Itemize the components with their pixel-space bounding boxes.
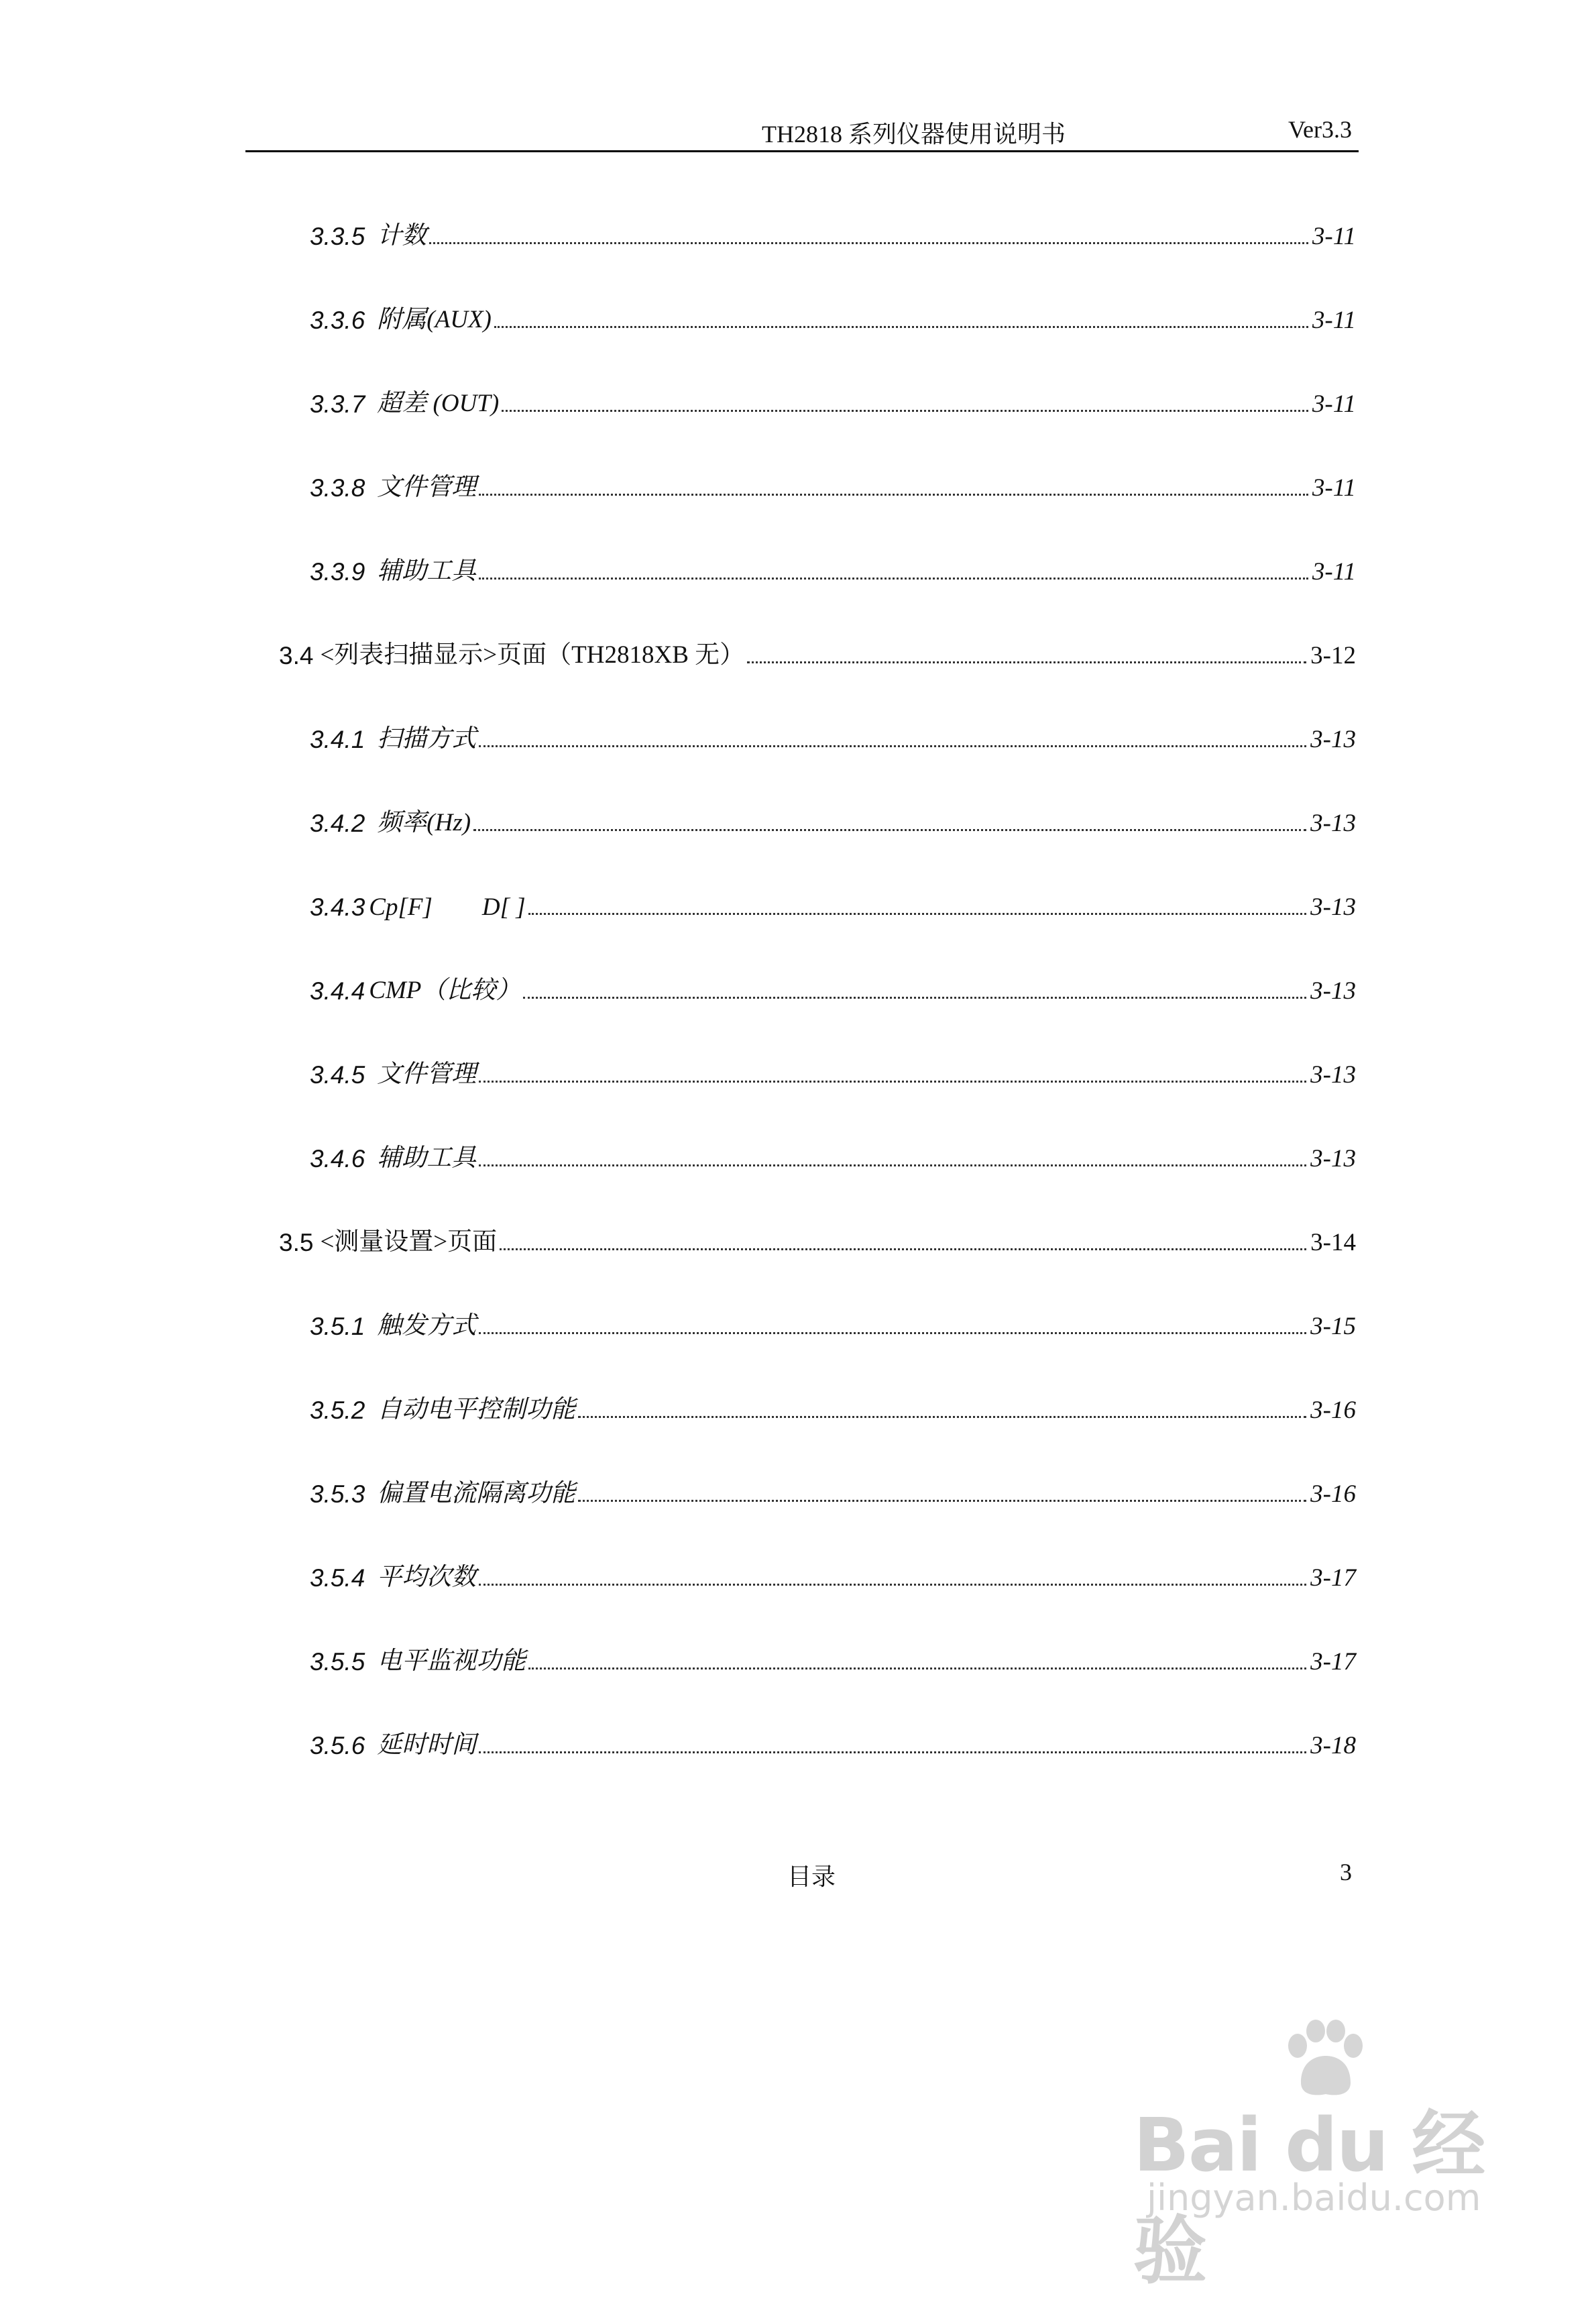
toc-entry-page: 3-17 [1310, 1648, 1356, 1676]
toc-leader-dots [523, 997, 1306, 999]
toc-leader-dots [479, 1164, 1306, 1166]
toc-leader-dots [528, 1667, 1306, 1670]
toc-entry-page: 3-11 [1312, 558, 1356, 586]
toc-leader-dots [500, 1248, 1306, 1250]
toc-entry[interactable] [310, 1639, 1356, 1676]
toc-entry-page: 3-13 [1310, 726, 1356, 753]
toc-entry-number: 3.5.4 [310, 1564, 365, 1592]
toc-leader-dots [479, 1081, 1306, 1083]
toc-entry-page: 3-15 [1310, 1313, 1356, 1340]
toc-entry-number: 3.5.3 [310, 1480, 365, 1508]
toc-entry-title: 自动电平控制功能 [377, 1396, 576, 1423]
toc-entry-title: 延时时间 [377, 1731, 477, 1759]
toc-leader-dots [429, 242, 1308, 244]
toc-entry-number: 3.4.3 [310, 893, 365, 921]
toc-entry-page: 3-17 [1310, 1564, 1356, 1592]
toc-entry-number: 3.3.8 [310, 474, 365, 502]
toc-entry-title: 频率(Hz) [377, 809, 471, 836]
toc-entry[interactable] [310, 549, 1356, 586]
toc-entry[interactable] [310, 884, 1356, 922]
toc-entry-page: 3-12 [1310, 642, 1356, 669]
baidu-jingyan-watermark [1133, 2019, 1536, 2294]
toc-entry[interactable] [310, 1303, 1356, 1341]
toc-entry-number: 3.3.9 [310, 558, 365, 586]
toc-entry-number: 3.5 [279, 1229, 314, 1256]
watermark-brand: Bai du 经验 [1133, 2102, 1485, 2294]
toc-entry-page: 3-14 [1310, 1229, 1356, 1256]
toc-entry-title: 计数 [377, 222, 427, 250]
toc-entry-page: 3-13 [1310, 1061, 1356, 1089]
toc-leader-dots [494, 326, 1308, 328]
page-number: 3 [1340, 1859, 1352, 1885]
toc-entry[interactable] [310, 1052, 1356, 1089]
toc-entry-title: 文件管理 [377, 1060, 477, 1088]
toc-entry[interactable] [310, 1136, 1356, 1173]
toc-entry-number: 3.5.1 [310, 1313, 365, 1340]
toc-entry-title: 辅助工具 [377, 1144, 477, 1172]
toc-leader-dots [479, 1751, 1306, 1753]
toc-entry[interactable] [310, 800, 1356, 838]
toc-leader-dots [747, 661, 1306, 663]
toc-entry-title: 偏置电流隔离功能 [377, 1480, 576, 1507]
toc-entry-number: 3.4.1 [310, 726, 365, 753]
toc-leader-dots [479, 1584, 1306, 1586]
toc-section-entry[interactable] [279, 633, 1356, 670]
toc-entry-title: 扫描方式 [377, 725, 477, 753]
toc-leader-dots [473, 829, 1306, 831]
toc-entry[interactable] [310, 1555, 1356, 1592]
toc-entry-title: 平均次数 [377, 1564, 477, 1591]
toc-entry-title: 附属(AUX) [377, 306, 492, 333]
document-version: Ver3.3 [1288, 116, 1352, 143]
toc-entry[interactable] [310, 1471, 1356, 1509]
toc-entry-title: 电平监视功能 [377, 1647, 526, 1675]
toc-entry[interactable] [310, 1722, 1356, 1760]
toc-entry[interactable] [310, 1387, 1356, 1425]
toc-entry-number: 3.4 [279, 642, 314, 669]
toc-entry-page: 3-13 [1310, 977, 1356, 1005]
toc-entry-title: 辅助工具 [377, 557, 477, 585]
toc-entry-number: 3.5.6 [310, 1732, 365, 1759]
toc-leader-dots [479, 578, 1308, 580]
watermark-url: jingyan.baidu.com [1147, 2177, 1481, 2219]
toc-leader-dots [479, 494, 1308, 496]
toc-entry-title: 超差 (OUT) [377, 390, 500, 417]
toc-entry[interactable] [310, 381, 1356, 419]
toc-leader-dots [578, 1500, 1306, 1502]
toc-entry-number: 3.3.7 [310, 390, 365, 418]
toc-leader-dots [479, 745, 1306, 747]
toc-entry-page: 3-11 [1312, 223, 1356, 250]
toc-entry-page: 3-11 [1312, 307, 1356, 334]
toc-entry-number: 3.4.6 [310, 1145, 365, 1172]
document-title: TH2818 系列仪器使用说明书 [762, 121, 1066, 148]
toc-entry-number: 3.3.5 [310, 223, 365, 250]
footer-section-label: 目录 [787, 1863, 836, 1890]
toc-entry-number: 3.5.5 [310, 1648, 365, 1676]
toc-leader-dots [528, 913, 1307, 915]
toc-entry-number: 3.4.4 [310, 977, 365, 1005]
toc-entry-title: 文件管理 [377, 474, 477, 501]
toc-entry-title: 触发方式 [377, 1312, 477, 1339]
toc-entry-title: CMP（比较） [369, 977, 521, 1004]
toc-entry[interactable] [310, 968, 1356, 1005]
toc-entry-title: <列表扫描显示>页面（TH2818XB 无） [320, 641, 745, 669]
toc-entry[interactable] [310, 213, 1356, 251]
toc-leader-dots [479, 1332, 1306, 1334]
toc-entry[interactable] [310, 297, 1356, 335]
page-footer [245, 1858, 1359, 1898]
toc-entry-number: 3.5.2 [310, 1397, 365, 1424]
toc-entry-number: 3.4.2 [310, 810, 365, 837]
toc-entry-page: 3-18 [1310, 1732, 1356, 1759]
toc-entry-page: 3-16 [1310, 1397, 1356, 1424]
toc-entry-title: Cp[F] D[ ] [369, 893, 526, 921]
toc-entry[interactable] [310, 465, 1356, 502]
toc-section-entry[interactable] [279, 1219, 1356, 1257]
toc-entry-page: 3-16 [1310, 1480, 1356, 1508]
toc-entry[interactable] [310, 716, 1356, 754]
toc-entry-page: 3-13 [1310, 893, 1356, 921]
toc-leader-dots [578, 1416, 1306, 1418]
toc-entry-title: <测量设置>页面 [320, 1228, 498, 1256]
toc-entry-number: 3.3.6 [310, 307, 365, 334]
toc-entry-page: 3-13 [1310, 810, 1356, 837]
toc-entry-page: 3-11 [1312, 390, 1356, 418]
toc-entry-page: 3-13 [1310, 1145, 1356, 1172]
toc-leader-dots [502, 410, 1308, 412]
toc-entry-page: 3-11 [1312, 474, 1356, 502]
toc-entry-number: 3.4.5 [310, 1061, 365, 1089]
